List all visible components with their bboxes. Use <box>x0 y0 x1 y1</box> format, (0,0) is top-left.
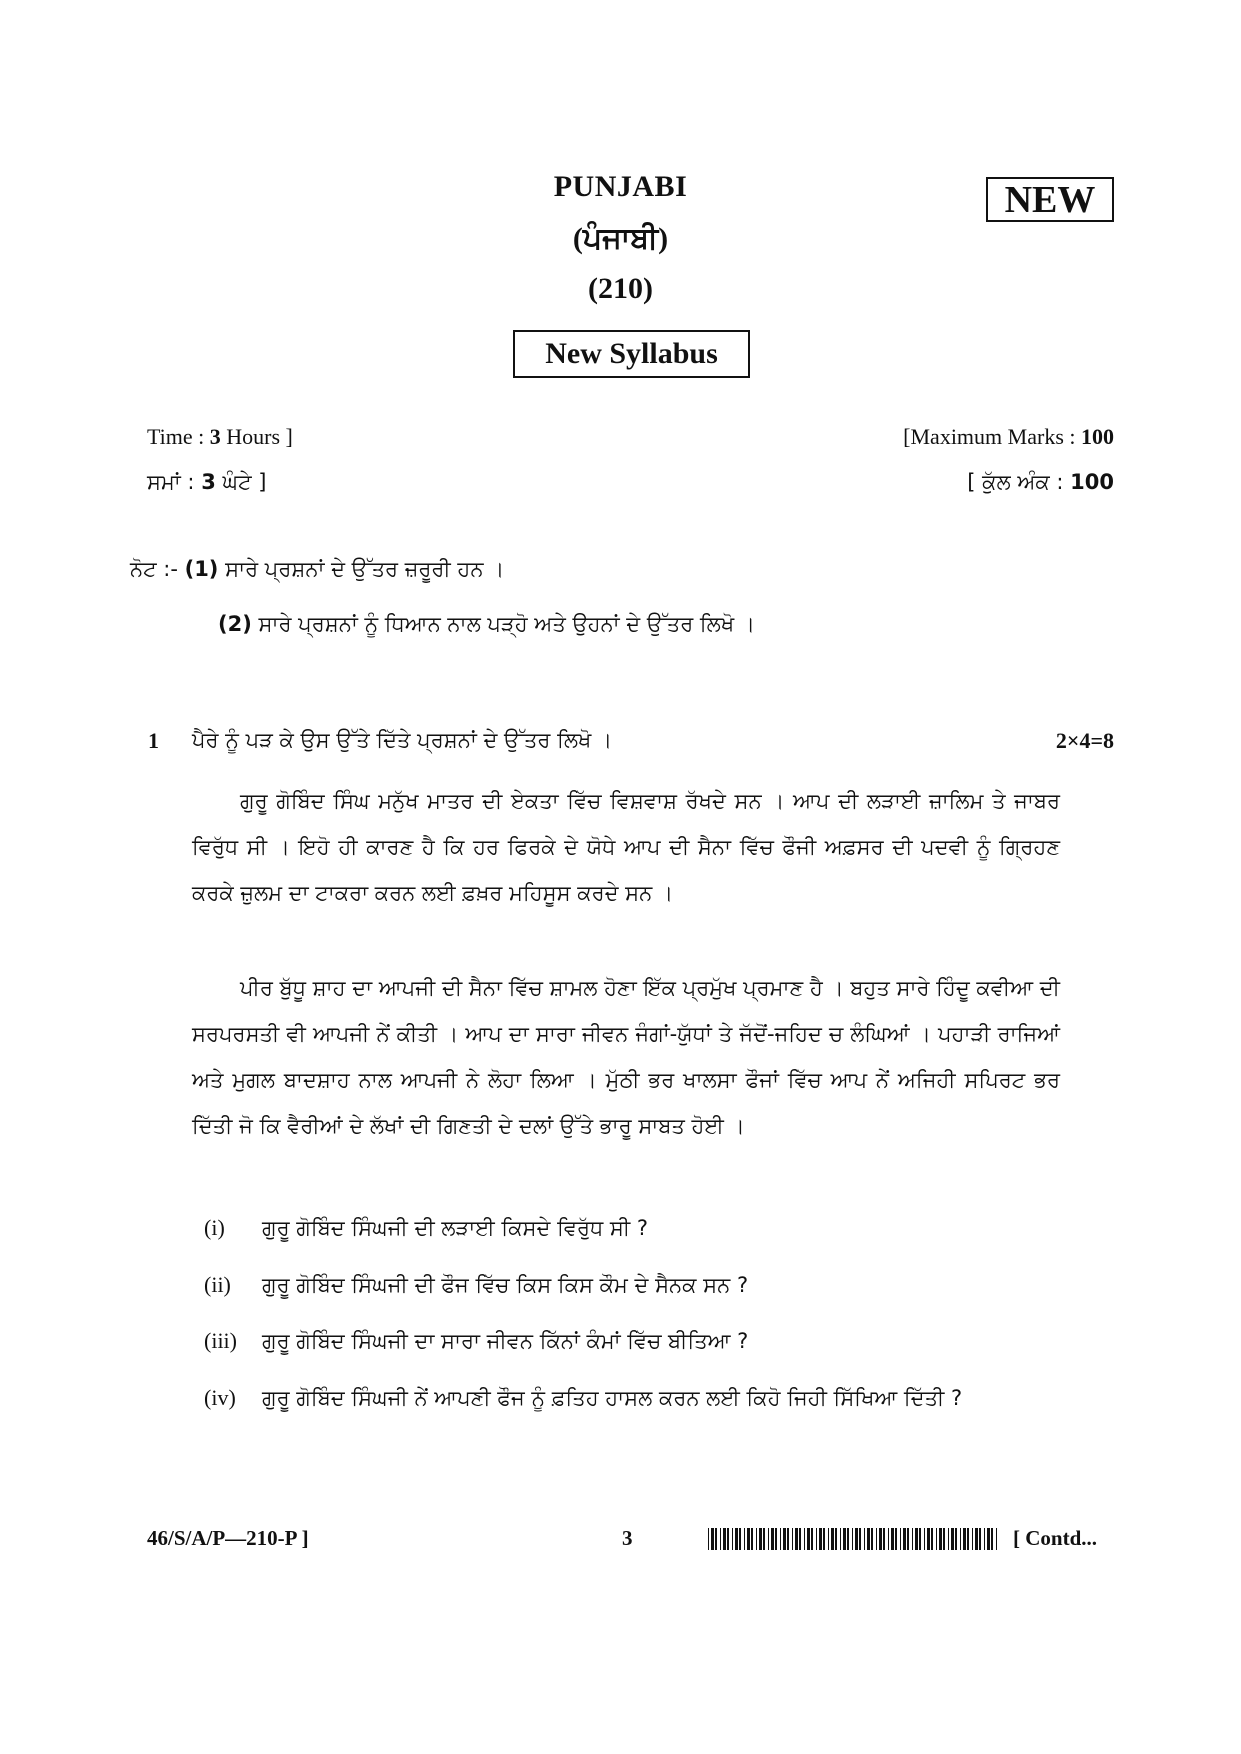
barcode-bar <box>771 1528 774 1550</box>
barcode-bar <box>787 1528 789 1550</box>
barcode-bar <box>759 1528 762 1550</box>
barcode-bar <box>991 1528 993 1550</box>
barcode-bar <box>996 1528 997 1550</box>
barcode-bar <box>960 1528 961 1550</box>
barcode-bar <box>735 1528 738 1550</box>
note-1 <box>130 557 504 582</box>
barcode-bar <box>967 1528 969 1550</box>
barcode-bar <box>931 1528 933 1550</box>
subject-title: PUNJABI <box>553 170 688 203</box>
barcode-image <box>708 1528 998 1550</box>
subquestion-text: ਗੁਰੂ ਗੋਬਿੰਦ ਸਿੰਘਜੀ ਦੀ ਲੜਾਈ ਕਿਸਦੇ ਵਿਰੁੱਧ ਸੀ ? <box>262 1216 649 1240</box>
barcode-bar <box>883 1528 885 1550</box>
barcode-bar <box>876 1528 877 1550</box>
marks-value: 100 <box>1081 424 1114 449</box>
new-badge <box>986 177 1114 222</box>
barcode-bar <box>867 1528 870 1550</box>
barcode-bar <box>756 1528 757 1550</box>
barcode-bar <box>747 1528 750 1550</box>
new-badge-label: NEW <box>1004 179 1096 221</box>
question-prompt: ਪੈਰੇ ਨੂੰ ਪੜ ਕੇ ਉਸ ਉੱਤੇ ਦਿੱਤੇ ਪ੍ਰਸ਼ਨਾਂ ਦੇ ਉੱਤਰ ਲਿਖੋ । <box>192 728 613 752</box>
barcode-bar <box>859 1528 861 1550</box>
barcode-bar <box>727 1528 729 1550</box>
syllabus-label: New Syllabus <box>545 337 718 370</box>
barcode-bar <box>948 1528 949 1550</box>
max-marks-english <box>903 424 1114 450</box>
barcode-bar <box>843 1528 846 1550</box>
barcode-bar <box>979 1528 981 1550</box>
subquestion-number: (iv) <box>204 1385 236 1410</box>
barcode-bar <box>852 1528 853 1550</box>
barcode-bar <box>951 1528 954 1550</box>
time-punjabi <box>147 470 266 495</box>
page-number: 3 <box>622 1526 633 1550</box>
time-unit-punjabi: ਘੰਟੇ ] <box>215 470 267 494</box>
barcode-bar <box>984 1528 985 1550</box>
time-unit: Hours ] <box>220 424 293 449</box>
barcode-bar <box>912 1528 913 1550</box>
marks-value-punjabi: 100 <box>1070 470 1114 494</box>
barcode-bar <box>891 1528 894 1550</box>
barcode-bar <box>936 1528 937 1550</box>
barcode-bar <box>775 1528 777 1550</box>
barcode-bar <box>732 1528 733 1550</box>
barcode-bar <box>799 1528 801 1550</box>
barcode-bar <box>715 1528 717 1550</box>
time-label: Time : <box>147 424 210 449</box>
barcode-bar <box>915 1528 918 1550</box>
barcode-bar <box>744 1528 745 1550</box>
barcode-bar <box>780 1528 781 1550</box>
barcode-bar <box>855 1528 858 1550</box>
subquestion-number: (iii) <box>204 1328 237 1353</box>
question-marks: 2×4=8 <box>1055 728 1114 753</box>
note-prefix: ਨੋਟ :- <box>130 557 185 581</box>
barcode-bar <box>823 1528 825 1550</box>
barcode-bar <box>864 1528 865 1550</box>
barcode-bar <box>871 1528 873 1550</box>
passage-paragraph-2: ਪੀਰ ਬੁੱਧੂ ਸ਼ਾਹ ਦਾ ਆਪਜੀ ਦੀ ਸੈਨਾ ਵਿੱਚ ਸ਼ਾਮਲ ਹੋਣਾ ਇੱਕ ਪ੍ਰਮੁੱਖ ਪ੍ਰਮਾਣ ਹੈ । ਬਹੁਤ ਸਾਰੇ ਹਿੰਦੂ ਕਵੀਆ ਦੀ ਸਰਪਰਸਤੀ ਵੀ ਆਪਜੀ ਨੇਂ ਕੀਤੀ । ਆਪ ਦਾ ਸਾਰਾ ਜੀਵਨ ਜੰਗਾਂ-ਯੁੱਧਾਂ ਤੇ ਜੱਦੋਂ-ਜਹਿਦ ਚ ਲੰਘਿਆਂ । ਪਹਾੜੀ ਰਾਜਿਆਂ ਅਤੇ ਮੁਗਲ ਬਾਦਸ਼ਾਹ ਨਾਲ ਆਪਜੀ ਨੇ ਲੋਹਾ ਲਿਆ । ਮੁੱਠੀ ਭਰ ਖਾਲਸਾ ਫੌਜਾਂ ਵਿੱਚ ਆਪ ਨੇਂ ਅਜਿਹੀ ਸਪਿਰਟ ਭਰ ਦਿੱਤੀ ਜੋ ਕਿ ਵੈਰੀਆਂ ਦੇ ਲੱਖਾਂ ਦੀ ਗਿਣਤੀ ਦੇ ਦਲਾਂ ਉੱਤੇ ਭਾਰੂ ਸਾਬਤ ਹੋਈ । <box>192 976 1060 1138</box>
barcode-bar <box>987 1528 990 1550</box>
note-1-number: (1) <box>184 557 219 581</box>
note-2 <box>218 612 755 637</box>
paper-code: 46/S/A/P—210-P ] <box>147 1526 309 1550</box>
barcode-bar <box>943 1528 945 1550</box>
barcode-bar <box>804 1528 805 1550</box>
barcode-bar <box>903 1528 906 1550</box>
barcode-bar <box>792 1528 793 1550</box>
barcode-bar <box>963 1528 966 1550</box>
subquestion-text: ਗੁਰੂ ਗੋਬਿੰਦ ਸਿੰਘਜੀ ਦਾ ਸਾਰਾ ਜੀਵਨ ਕਿੱਨਾਂ ਕੰਮਾਂ ਵਿੱਚ ਬੀਤਿਆ ? <box>262 1329 749 1353</box>
barcode-bar <box>711 1528 714 1550</box>
barcode-bar <box>708 1528 709 1550</box>
barcode-bar <box>807 1528 810 1550</box>
max-marks-punjabi <box>967 470 1114 495</box>
time-value: 3 <box>209 424 221 449</box>
subquestion-text: ਗੁਰੂ ਗੋਬਿੰਦ ਸਿੰਘਜੀ ਦੀ ਫੌਜ ਵਿੱਚ ਕਿਸ ਕਿਸ ਕੌਮ ਦੇ ਸੈਨਕ ਸਨ ? <box>262 1273 749 1297</box>
barcode-bar <box>831 1528 834 1550</box>
barcode-bar <box>900 1528 901 1550</box>
marks-label-punjabi: [ ਕੁੱਲ ਅੰਕ : <box>967 470 1071 494</box>
barcode-bar <box>763 1528 765 1550</box>
note-2-text: ਸਾਰੇ ਪ੍ਰਸ਼ਨਾਂ ਨੂੰ ਧਿਆਨ ਨਾਲ ਪੜ੍ਹੋ ਅਤੇ ਉਹਨਾਂ ਦੇ ਉੱਤਰ ਲਿਖੋ । <box>251 612 756 636</box>
passage-paragraph-1: ਗੁਰੂ ਗੋਬਿੰਦ ਸਿੰਘ ਮਨੁੱਖ ਮਾਤਰ ਦੀ ਏਕਤਾ ਵਿੱਚ ਵਿਸ਼ਵਾਸ਼ ਰੱਖਦੇ ਸਨ । ਆਪ ਦੀ ਲੜਾਈ ਜ਼ਾਲਿਮ ਤੇ ਜਾਬਰ ਵਿਰੁੱਧ ਸੀ । ਇਹੋ ਹੀ ਕਾਰਣ ਹੈ ਕਿ ਹਰ ਫਿਰਕੇ ਦੇ ਯੋਧੇ ਆਪ ਦੀ ਸੈਨਾ ਵਿੱਚ ਫੌਜੀ ਅਫ਼ਸਰ ਦੀ ਪਦਵੀ ਨੂੰ ਗ੍ਰਿਹਣ ਕਰਕੇ ਜ਼ੁਲਮ ਦਾ ਟਾਕਰਾ ਕਰਨ ਲਈ ਫ਼ਖ਼ਰ ਮਹਿਸੂਸ ਕਰਦੇ ਸਨ । <box>192 789 1060 905</box>
time-english <box>147 424 293 450</box>
barcode-bar <box>768 1528 769 1550</box>
barcode-bar <box>919 1528 921 1550</box>
barcode-bar <box>751 1528 753 1550</box>
marks-label: [Maximum Marks : <box>903 424 1081 449</box>
barcode-bar <box>819 1528 822 1550</box>
barcode-bar <box>835 1528 837 1550</box>
barcode-bar <box>972 1528 973 1550</box>
question-number: 1 <box>148 728 159 753</box>
subquestion-number: (ii) <box>204 1272 231 1297</box>
syllabus-label-box <box>513 330 750 378</box>
note-2-number: (2) <box>218 612 252 636</box>
barcode-bar <box>816 1528 817 1550</box>
barcode-bar <box>828 1528 829 1550</box>
continued-label: [ Contd... <box>1013 1526 1098 1550</box>
barcode-bar <box>975 1528 978 1550</box>
barcode-bar <box>927 1528 930 1550</box>
barcode-bar <box>907 1528 909 1550</box>
note-1-text: ਸਾਰੇ ਪ੍ਰਸ਼ਨਾਂ ਦੇ ਉੱਤਰ ਜ਼ਰੂਰੀ ਹਨ । <box>218 557 505 581</box>
barcode-bar <box>939 1528 942 1550</box>
barcode-bar <box>723 1528 726 1550</box>
barcode-bar <box>720 1528 721 1550</box>
time-label-punjabi: ਸਮਾਂ : <box>147 470 202 494</box>
subquestion-text: ਗੁਰੂ ਗੋਬਿੰਦ ਸਿੰਘਜੀ ਨੇਂ ਆਪਣੀ ਫੌਜ ਨੂੰ ਫ਼ਤਿਹ ਹਾਸਲ ਕਰਨ ਲਈ ਕਿਹੋ ਜਿਹੀ ਸਿੱਖਿਆ ਦਿੱਤੀ ? <box>262 1386 963 1410</box>
barcode-bar <box>840 1528 841 1550</box>
time-value-punjabi: 3 <box>201 470 216 494</box>
barcode-bar <box>888 1528 889 1550</box>
subject-title-punjabi: (ਪੰਜਾਬੀ) <box>572 222 669 255</box>
barcode-bar <box>879 1528 882 1550</box>
barcode-bar <box>811 1528 813 1550</box>
subquestion-number: (i) <box>204 1215 225 1240</box>
subject-code: (210) <box>588 272 653 305</box>
barcode-bar <box>955 1528 957 1550</box>
barcode-bar <box>795 1528 798 1550</box>
barcode-bar <box>739 1528 741 1550</box>
barcode-bar <box>924 1528 925 1550</box>
barcode-bar <box>847 1528 849 1550</box>
barcode-bar <box>783 1528 786 1550</box>
barcode-bar <box>895 1528 897 1550</box>
